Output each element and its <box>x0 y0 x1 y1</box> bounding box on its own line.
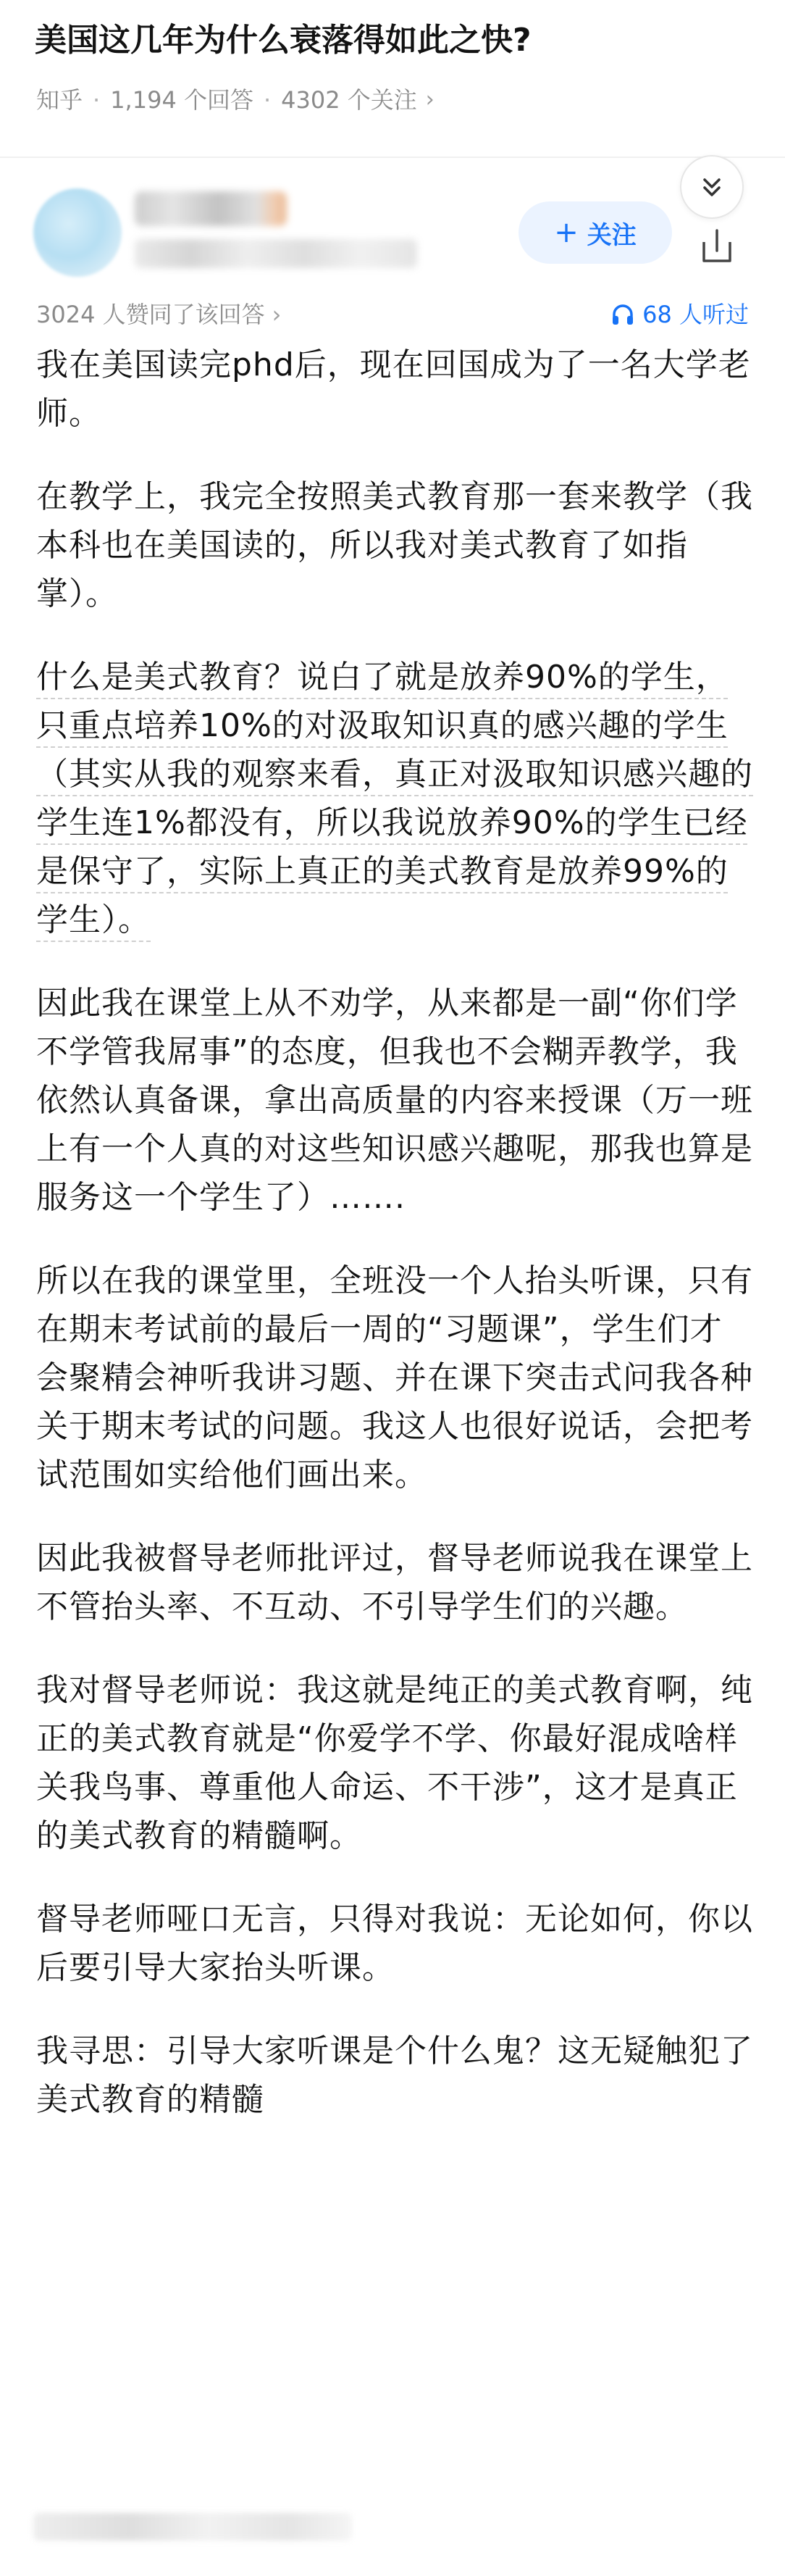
avatar[interactable] <box>33 188 122 277</box>
listen-count[interactable] <box>610 296 749 333</box>
paragraph: 因此我被督导老师批评过，督导老师说我在课堂上不管抬头率、不互动、不引导学生们的兴趣。 <box>36 1540 753 1625</box>
paragraph: 什么是美式教育？说白了就是放养90%的学生，只重点培养10%的对汲取知识真的感兴趣的学生（其实从我的观察来看，真正对汲取知识感兴趣的学生连1%都没有，所以我说放养90%的学生已经是保守了，实际上真正的美式教育是放养99%的学生）。 <box>36 659 753 938</box>
header-divider <box>0 157 785 158</box>
question-meta[interactable] <box>36 81 435 119</box>
source-label: 知乎 <box>36 86 83 114</box>
headphones-icon <box>610 302 635 327</box>
author-bio-redacted <box>135 239 417 268</box>
paragraph: 我对督导老师说：我这就是纯正的美式教育啊，纯正的美式教育就是“你爱学不学、你最好混成啥样关我鸟事、尊重他人命运、不干涉”，这才是真正的美式教育的精髓啊。 <box>36 1672 753 1854</box>
answer-count: 1,194 个回答 <box>110 86 253 114</box>
author-row <box>0 171 785 280</box>
follower-count: 4302 个关注 <box>281 86 417 114</box>
upvote-summary[interactable] <box>36 296 281 333</box>
follow-button[interactable] <box>519 201 672 264</box>
follow-label: 关注 <box>587 220 637 250</box>
upvote-count: 3024 人赞同了该回答 <box>36 301 265 328</box>
paragraph: 所以在我的课堂里，全班没一个人抬头听课，只有在期末考试前的最后一周的“习题课”，学生们才会聚精会神听我讲习题、并在课下突击式问我各种关于期末考试的问题。我这人也很好说话，会把考试范围如实给他们画出来。 <box>36 1262 753 1493</box>
stats-row <box>0 290 785 341</box>
paragraph: 因此我在课堂上从不劝学，从来都是一副“你们学不学管我屌事”的态度，但我也不会糊弄教学，我依然认真备课，拿出高质量的内容来授课（万一班上有一个人真的对这些知识感兴趣呢，那我也算是服务这一个学生了）……. <box>36 985 753 1216</box>
paragraph: 督导老师哑口无言，只得对我说：无论如何，你以后要引导大家抬头听课。 <box>36 1901 753 1986</box>
footer-redacted <box>33 2513 352 2540</box>
paragraph: 在教学上，我完全按照美式教育那一套来教学（我本科也在美国读的，所以我对美式教育了如指掌）。 <box>36 478 753 612</box>
plus-icon: + <box>554 216 579 249</box>
paragraph: 我在美国读完phd后，现在回国成为了一名大学老师。 <box>36 346 751 432</box>
listen-count-label: 68 人听过 <box>642 301 749 328</box>
meta-separator: · <box>93 86 101 114</box>
question-header <box>0 0 785 149</box>
share-icon[interactable] <box>701 228 733 264</box>
meta-separator: · <box>263 86 272 114</box>
author-name-redacted[interactable] <box>135 191 287 226</box>
answer-content <box>36 341 753 2124</box>
chevron-right-icon: › <box>272 301 282 328</box>
chevron-right-icon: › <box>425 87 435 112</box>
paragraph: 我寻思：引导大家听课是个什么鬼？这无疑触犯了美式教育的精髓 <box>36 2033 753 2118</box>
question-title[interactable]: 美国这几年为什么衰落得如此之快? <box>35 22 532 59</box>
